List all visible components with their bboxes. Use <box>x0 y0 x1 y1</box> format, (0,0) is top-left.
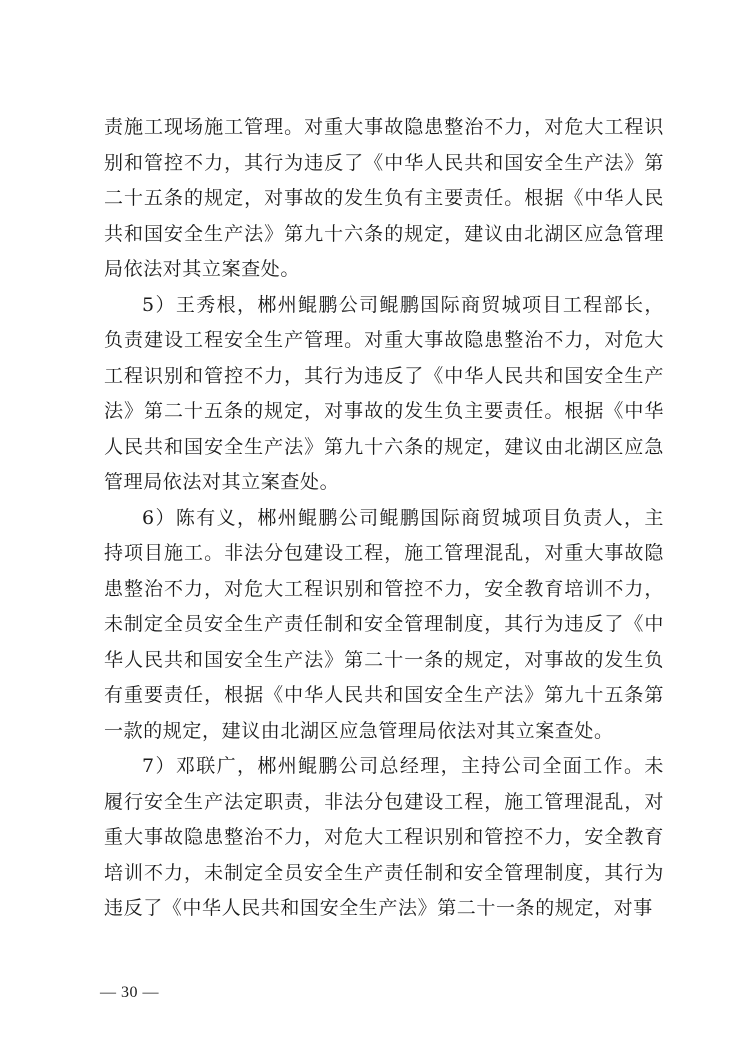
paragraph-item-5: 5）王秀根，郴州鲲鹏公司鲲鹏国际商贸城项目工程部长，负责建设工程安全生产管理。对重大事故隐患整治不力，对危大工程识别和管控不力，其行为违反了《中华人民共和国安全生产法》第二十五条的规定，对事故的发生负主要责任。根据《中华人民共和国安全生产法》第九十六条的规定，建议由北湖区应急管理局依法对其立案查处。 <box>104 293 664 493</box>
paragraph-item-7: 7）邓联广，郴州鲲鹏公司总经理，主持公司全面工作。未履行安全生产法定职责，非法分包建设工程，施工管理混乱，对重大事故隐患整治不力，对危大工程识别和管控不力，安全教育培训不力，未制定全员安全生产责任制和安全管理制度，其行为违反了《中华人民共和国安全生产法》第二十一条的规定，对事 <box>104 755 664 919</box>
paragraph-continued: 责施工现场施工管理。对重大事故隐患整治不力，对危大工程识别和管控不力，其行为违反了《中华人民共和国安全生产法》第二十五条的规定，对事故的发生负有主要责任。根据《中华人民共和国安全生产法》第九十六条的规定，建议由北湖区应急管理局依法对其立案查处。 <box>104 116 664 280</box>
page-number: — 30 — <box>100 984 159 1001</box>
paragraph-item-6: 6）陈有义，郴州鲲鹏公司鲲鹏国际商贸城项目负责人，主持项目施工。非法分包建设工程，施工管理混乱，对重大事故隐患整治不力，对危大工程识别和管控不力，安全教育培训不力，未制定全员安全生产责任制和安全管理制度，其行为违反了《中华人民共和国安全生产法》第二十一条的规定，对事故的发生负有重要责任，根据《中华人民共和国安全生产法》第九十五条第一款的规定，建议由北湖区应急管理局依法对其立案查处。 <box>104 506 664 742</box>
body-text <box>104 110 664 927</box>
